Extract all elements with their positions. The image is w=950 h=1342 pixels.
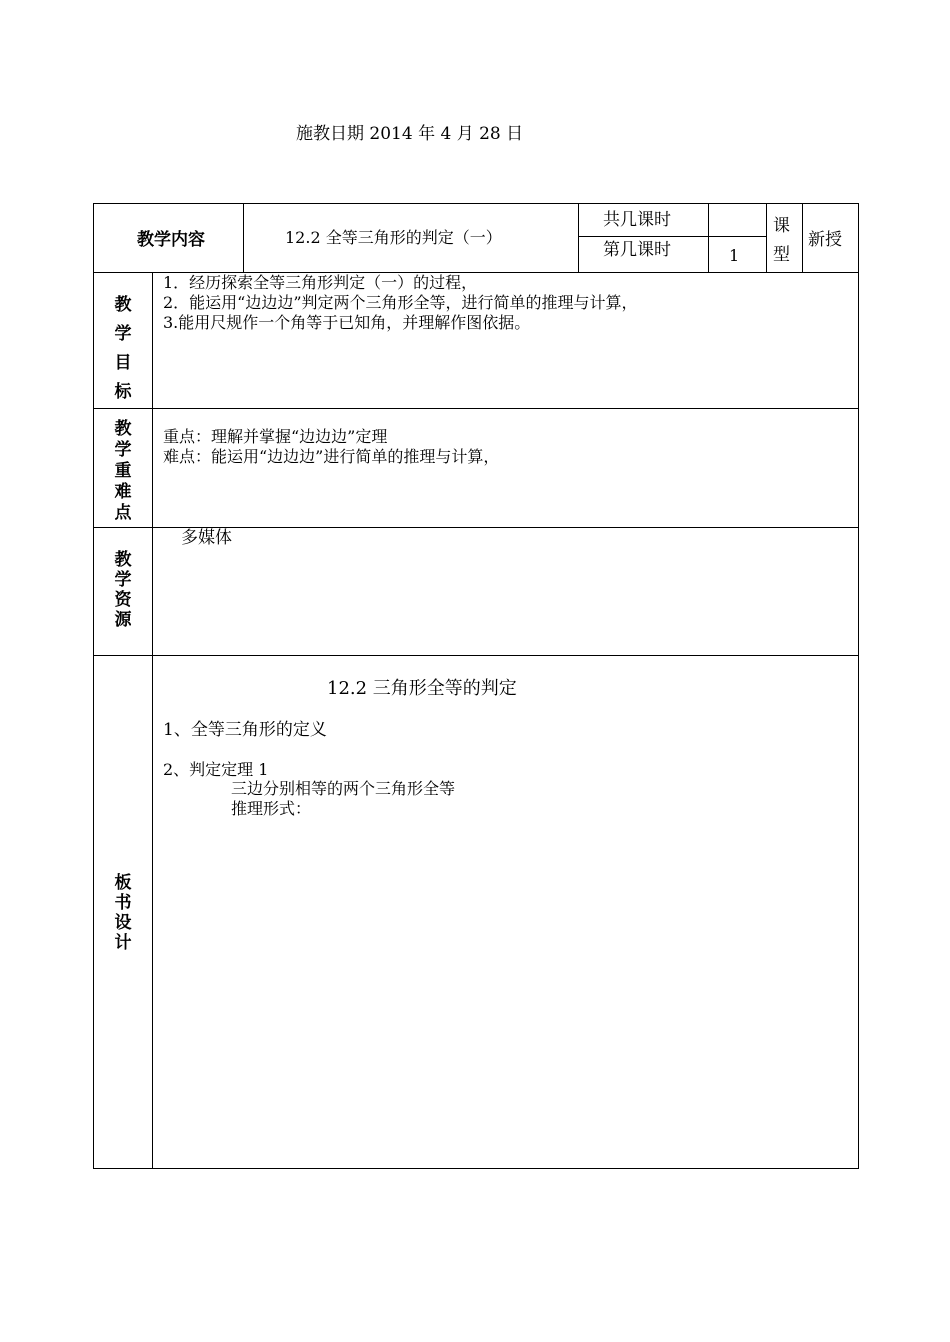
type-label-bottom: 型 bbox=[773, 245, 790, 265]
nth-hour-value: 1 bbox=[729, 246, 740, 265]
resources-label-char: 源 bbox=[114, 610, 132, 630]
resources-label-char: 教 bbox=[114, 550, 132, 570]
header-subrow-divider bbox=[578, 236, 766, 237]
objectives-label-char: 标 bbox=[114, 382, 132, 402]
board-item-2: 2、判定定理 1 bbox=[163, 760, 269, 779]
board-label-char: 书 bbox=[114, 893, 132, 913]
total-hours-label: 共几课时 bbox=[603, 210, 671, 230]
objectives-label-char: 学 bbox=[114, 324, 132, 344]
body-label-col-divider bbox=[152, 272, 153, 1169]
resources-label bbox=[111, 550, 135, 630]
board-label-char: 板 bbox=[114, 873, 132, 893]
resources-label-char: 资 bbox=[114, 590, 132, 610]
keypoints-label-char: 重 bbox=[114, 461, 132, 481]
keypoints-label-char: 难 bbox=[114, 482, 132, 502]
objectives-bottom-divider bbox=[93, 408, 859, 409]
keypoints-label-char: 学 bbox=[114, 440, 132, 460]
board-label-char: 设 bbox=[114, 913, 132, 933]
keypoints-label bbox=[111, 419, 135, 524]
board-label bbox=[111, 873, 135, 953]
header-col-divider-2 bbox=[578, 203, 579, 273]
header-col-divider-1 bbox=[243, 203, 244, 273]
nth-hour-label: 第几课时 bbox=[603, 240, 671, 260]
objective-line-1: 1．经历探索全等三角形判定（一）的过程， bbox=[163, 273, 478, 292]
objective-line-3: 3.能用尺规作一个角等于已知角，并理解作图依据。 bbox=[163, 313, 531, 332]
resources-bottom-divider bbox=[93, 655, 859, 656]
board-title: 12.2 三角形全等的判定 bbox=[327, 678, 517, 699]
objective-line-2: 2．能运用“边边边”判定两个三角形全等，进行简单的推理与计算， bbox=[163, 293, 638, 312]
content-value: 12.2 全等三角形的判定（一） bbox=[285, 228, 502, 247]
board-item-2-line-2: 推理形式： bbox=[231, 799, 312, 818]
type-label-top: 课 bbox=[773, 216, 790, 236]
key-point-line-2: 难点：能运用“边边边”进行简单的推理与计算， bbox=[163, 447, 500, 466]
board-item-1: 1、全等三角形的定义 bbox=[163, 720, 327, 740]
keypoints-label-char: 教 bbox=[114, 419, 132, 439]
header-col-divider-4 bbox=[766, 203, 767, 273]
resources-value: 多媒体 bbox=[181, 528, 232, 548]
header-col-divider-5 bbox=[802, 203, 803, 273]
board-item-2-line-1: 三边分别相等的两个三角形全等 bbox=[231, 779, 456, 798]
resources-label-char: 学 bbox=[114, 570, 132, 590]
keypoints-label-char: 点 bbox=[114, 503, 132, 523]
objectives-label-char: 目 bbox=[114, 353, 132, 373]
content-label: 教学内容 bbox=[137, 230, 205, 250]
objectives-label-char: 教 bbox=[114, 295, 132, 315]
objectives-label bbox=[111, 291, 135, 407]
key-point-line-1: 重点：理解并掌握“边边边”定理 bbox=[163, 427, 388, 446]
board-label-char: 计 bbox=[114, 933, 132, 953]
teaching-date: 施教日期 2014 年 4 月 28 日 bbox=[296, 124, 524, 144]
type-value: 新授 bbox=[808, 230, 842, 250]
header-col-divider-3 bbox=[708, 203, 709, 273]
